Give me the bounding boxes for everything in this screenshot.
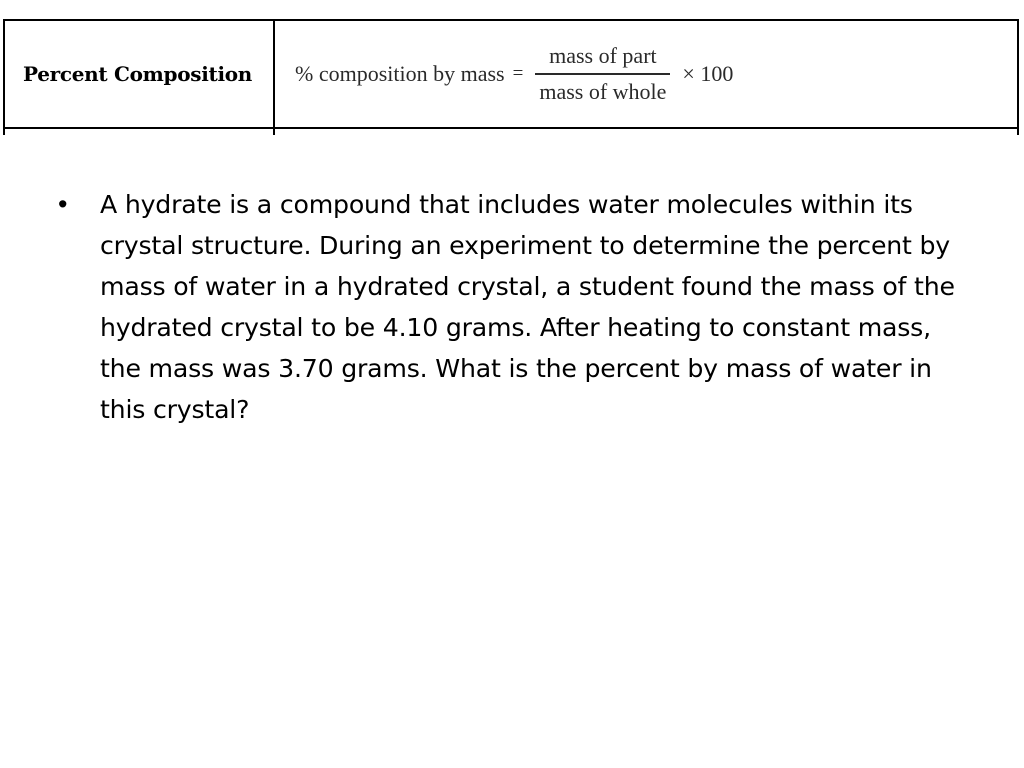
formula-lhs: % composition by mass	[295, 61, 505, 86]
formula-table	[3, 19, 1019, 129]
formula-multiplier: × 100	[682, 61, 734, 86]
bullet-marker: •	[58, 189, 68, 219]
formula-denominator: mass of whole	[539, 78, 667, 104]
formula-equals: =	[512, 63, 524, 84]
bullet-item	[58, 184, 978, 430]
formula-label: Percent Composition	[23, 62, 253, 86]
formula-numerator: mass of part	[549, 43, 657, 69]
formula-fraction	[535, 43, 670, 105]
question-text: A hydrate is a compound that includes water molecules within its crystal structure. During an experiment to determine the percent by mass of water in a hydrated crystal, a student found the mass of the hydrated crystal to be 4.10 grams. After heating to constant mass, the mass was 3.70 grams. What is the percent by mass of water in this crystal?	[100, 190, 955, 424]
formula-label-cell	[3, 21, 273, 127]
formula-cell	[273, 21, 1019, 127]
